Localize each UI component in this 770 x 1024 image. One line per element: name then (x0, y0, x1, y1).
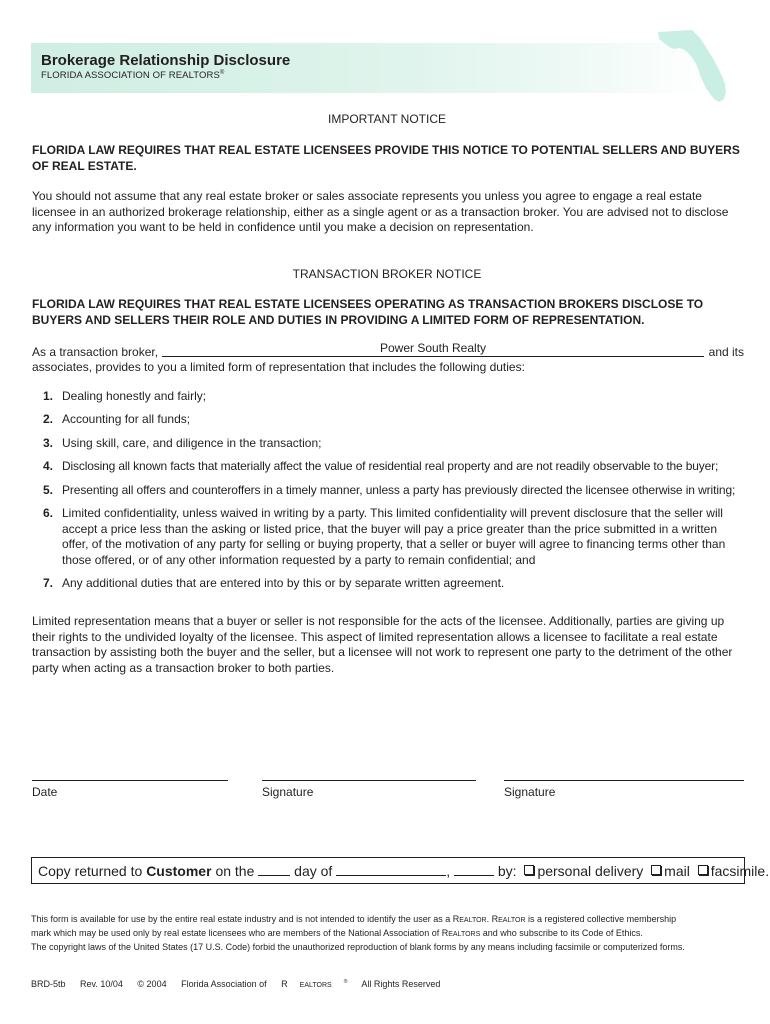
realtor-rest: EALTOR (498, 917, 526, 924)
signature-label-1: Signature (262, 785, 314, 799)
realtor-initial: R (452, 914, 460, 924)
copy-returned-box (31, 857, 770, 884)
copy-on-the: on the (215, 863, 255, 879)
important-notice-body: You should not assume that any real estate broker or sales associate represents you unless you agree to engage a real estate licensee in an authorized brokerage relationship, either as a single agent or as a transaction broker. You are advised not to disclose any information you want to be held in confidence until you make a decision on representation. (32, 189, 729, 234)
copy-party: Customer (146, 863, 212, 879)
transaction-broker-law: FLORIDA LAW REQUIRES THAT REAL ESTATE LICENSEES OPERATING AS TRANSACTION BROKERS DISCLOSE TO BUYERS AND SELLERS THEIR ROLE AND DUTIES IN PROVIDING A LIMITED FORM OF REPRESENTATION. (32, 297, 704, 327)
form-footer (31, 979, 452, 989)
duty-number: 6. (43, 506, 54, 520)
facsimile-checkbox[interactable] (698, 865, 708, 875)
duty-text: Accounting for all funds; (62, 412, 191, 426)
registered-mark: ® (219, 70, 225, 76)
month-field[interactable] (336, 863, 446, 876)
realtor-term-2 (492, 914, 526, 924)
date-line[interactable] (32, 780, 228, 781)
duty-text: Using skill, care, and diligence in the transaction; (62, 436, 322, 450)
fine-line3: The copyright laws of the United States (17 U.S. Code) forbid the unauthorized reproduction of blank forms by any means including facsimile or computerized forms. (31, 942, 685, 952)
realtors-rest: EALTORS (299, 982, 332, 989)
duty-text: Limited confidentiality, unless waived in writing by a party. This limited confidentiality will prevent disclosure that the seller will accept a price less than the asking or listed price, that the buyer will pay a price greater than the price submitted in a written offer, of the motivation of any party for selling or buying property, that a seller or buyer will agree to financing terms other than those offered, or of any other information requested by a party to remain confidential; and (62, 506, 726, 567)
year-field[interactable] (454, 863, 494, 876)
rights: All Rights Reserved (361, 979, 441, 989)
form-number: BRD-5tb (31, 979, 66, 989)
limited-representation-paragraph: Limited representation means that a buyer or seller is not responsible for the acts of the licensee. Additionally, parties are giving up their rights to the undivided loyalty of the licensee. This aspect of limited representation allows a licensee to facilitate a real estate transaction by assisting both the buyer and the seller, but a licensee will not work to represent one party to the detriment of the other party when acting as a transaction broker to both parties. (32, 614, 733, 675)
registered-mark: ® (343, 979, 348, 985)
association (181, 979, 347, 989)
realtors-initial: R (281, 979, 288, 989)
date-label: Date (32, 785, 58, 799)
fine-line1b: is a registered collective membership (528, 914, 677, 924)
duty-number: 2. (43, 412, 54, 426)
form-organization (41, 70, 224, 81)
duty-text: Dealing honestly and fairly; (62, 389, 207, 403)
realtors-initial: R (441, 928, 449, 938)
realtor-term (453, 914, 487, 924)
realtors-rest: EALTORS (448, 931, 481, 938)
duty-number: 1. (43, 389, 54, 403)
form-title: Brokerage Relationship Disclosure (41, 52, 291, 69)
duty-number: 4. (43, 459, 54, 473)
broker-prefix: As a transaction broker, (32, 345, 159, 359)
realtors-term (442, 928, 481, 938)
florida-map-icon (652, 28, 732, 108)
association-prefix: Florida Association of (181, 979, 267, 989)
day-field[interactable] (258, 863, 290, 876)
copyright: © 2004 (137, 979, 167, 989)
personal-delivery-checkbox[interactable] (524, 865, 534, 875)
duty-text: Disclosing all known facts that materially affect the value of residential real property and are not readily observable to the buyer; (62, 459, 719, 473)
signature-label-2: Signature (504, 785, 556, 799)
organization-name: FLORIDA ASSOCIATION OF REALTORS (41, 70, 220, 82)
realtor-rest: EALTOR (459, 917, 487, 924)
mail-checkbox[interactable] (651, 865, 661, 875)
form-header (31, 43, 711, 93)
important-notice-heading: IMPORTANT NOTICE (327, 112, 446, 126)
fine-line1a: This form is available for use by the entire real estate industry and is not intended to identify the user as a (31, 914, 451, 924)
option-facsimile: facsimile. (710, 863, 770, 879)
duty-number: 5. (43, 483, 54, 497)
copy-day-of: day of (294, 863, 333, 879)
revision: Rev. 10/04 (80, 979, 123, 989)
realtor-initial: R (491, 914, 499, 924)
broker-continuation: associates, provides to you a limited form of representation that includes the following duties: (32, 360, 525, 374)
option-personal-delivery: personal delivery (537, 863, 644, 879)
fine-line2b: and who subscribe to its Code of Ethics. (482, 928, 643, 938)
duty-number: 3. (43, 436, 54, 450)
option-mail: mail (664, 863, 690, 879)
signature-line-1[interactable] (262, 780, 476, 781)
copy-prefix: Copy returned to (38, 863, 143, 879)
duty-text: Any additional duties that are entered into by this or by separate written agreement. (62, 576, 505, 590)
signature-line-2[interactable] (504, 780, 744, 781)
broker-name-field[interactable]: Power South Realty (162, 343, 704, 357)
duty-number: 7. (43, 576, 54, 590)
copy-comma: , (446, 863, 451, 879)
duty-text: Presenting all offers and counteroffers in a timely manner, unless a party has previously directed the licensee otherwise in writing; (62, 483, 736, 497)
fine-line2a: mark which may be used only by real estate licensees who are members of the National Association of (31, 928, 440, 938)
broker-suffix: and its (708, 345, 744, 359)
important-notice-law: FLORIDA LAW REQUIRES THAT REAL ESTATE LICENSEES PROVIDE THIS NOTICE TO POTENTIAL SELLERS AND BUYERS OF REAL ESTATE. (32, 143, 740, 173)
fine-print: This form is available for use by the entire real estate industry and is not intended to identify the user as a REALTOR. REALTOR is a registered collective membership mark which may be used only by real estate licensees who are members of the National Association of REALTORS and who subscribe to its Code of Ethics. The copyright laws of the United States (17 U.S. Code) forbid the unauthorized reproduction of blank forms by any means including facsimile or computerized forms. (31, 914, 685, 952)
copy-by: by: (497, 863, 517, 879)
transaction-broker-heading: TRANSACTION BROKER NOTICE (292, 267, 482, 281)
